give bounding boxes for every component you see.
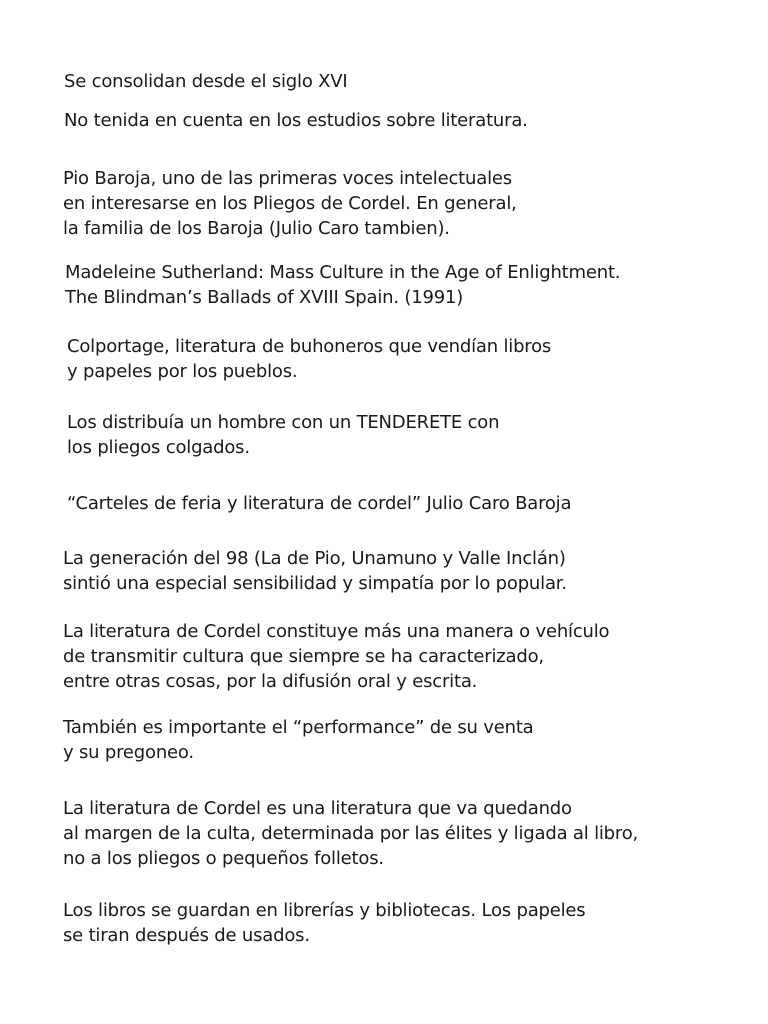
paragraph-tenderete xyxy=(67,410,499,460)
paragraph-line: También es importante el “performance” de su venta xyxy=(63,717,534,738)
paragraph-line: Los libros se guardan en librerías y bibliotecas. Los papeles xyxy=(63,900,586,921)
paragraph-performance xyxy=(63,715,534,765)
paragraph-line: La literatura de Cordel es una literatura que va quedando xyxy=(63,798,572,819)
paragraph-line: no a los pliegos o pequeños folletos. xyxy=(63,848,384,869)
paragraph-no-tenida xyxy=(64,108,528,133)
paragraph-line: La generación del 98 (La de Pio, Unamuno y Valle Inclán) xyxy=(63,548,566,569)
paragraph-line: The Blindman’s Ballads of XVIII Spain. (1991) xyxy=(65,287,464,308)
paragraph-line: de transmitir cultura que siempre se ha caracterizado, xyxy=(63,646,544,667)
paragraph-generacion-98 xyxy=(63,546,567,596)
paragraph-libros-papeles xyxy=(63,898,585,948)
paragraph-pio-baroja xyxy=(63,166,517,241)
paragraph-line: y papeles por los pueblos. xyxy=(67,361,298,382)
paragraph-line: los pliegos colgados. xyxy=(67,437,250,458)
paragraph-colportage xyxy=(67,334,551,384)
paragraph-line: y su pregoneo. xyxy=(63,742,194,763)
paragraph-line: La literatura de Cordel constituye más una manera o vehículo xyxy=(63,621,610,642)
paragraph-sutherland xyxy=(65,260,620,310)
paragraph-cordel-vehiculo xyxy=(63,619,609,694)
paragraph-line: Pio Baroja, uno de las primeras voces intelectuales xyxy=(63,168,512,189)
paragraph-line: “Carteles de feria y literatura de cordel” Julio Caro Baroja xyxy=(67,493,572,514)
paragraph-carteles xyxy=(67,491,571,516)
paragraph-line: en interesarse en los Pliegos de Cordel. En general, xyxy=(63,193,517,214)
paragraph-line: al margen de la culta, determinada por las élites y ligada al libro, xyxy=(63,823,639,844)
paragraph-line: la familia de los Baroja (Julio Caro tambien). xyxy=(63,218,450,239)
paragraph-line: Colportage, literatura de buhoneros que vendían libros xyxy=(67,336,552,357)
paragraph-line: Se consolidan desde el siglo XVI xyxy=(64,71,348,92)
paragraph-siglo-xvi xyxy=(64,69,348,94)
paragraph-line: entre otras cosas, por la difusión oral y escrita. xyxy=(63,671,478,692)
paragraph-line: Los distribuía un hombre con un TENDERETE con xyxy=(67,412,500,433)
paragraph-line: Madeleine Sutherland: Mass Culture in the Age of Enlightment. xyxy=(65,262,621,283)
paragraph-line: sintió una especial sensibilidad y simpatía por lo popular. xyxy=(63,573,567,594)
paragraph-line: No tenida en cuenta en los estudios sobre literatura. xyxy=(64,110,528,131)
paragraph-margen-culta xyxy=(63,796,638,871)
paragraph-line: se tiran después de usados. xyxy=(63,925,310,946)
